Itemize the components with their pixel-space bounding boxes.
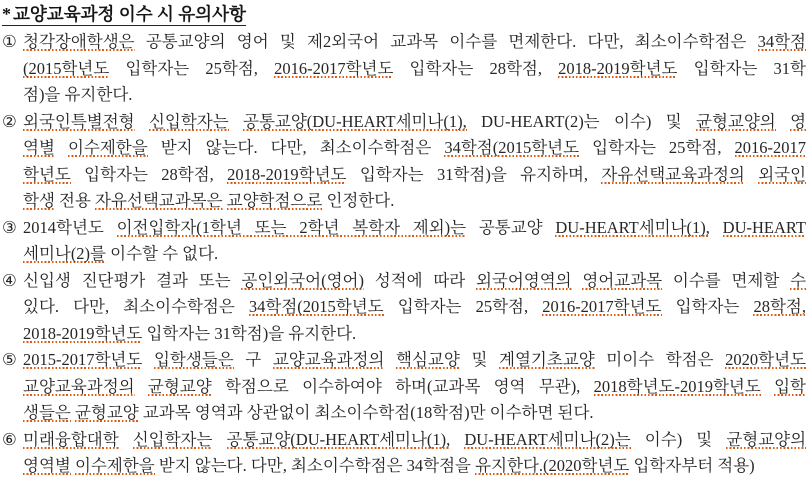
spellcheck-word: 교양교육과정 — [13, 4, 115, 24]
spellcheck-word: 학년도 — [23, 164, 71, 184]
text-segment: 입학자는 25학점, — [109, 58, 275, 78]
spellcheck-word: 교양학점으로 — [226, 191, 323, 210]
spellcheck-word: 외국어영역의 — [475, 270, 572, 290]
spellcheck-word: 2018학년도-2019학년도 — [593, 376, 761, 396]
spellcheck-word: 미래융합대학 — [23, 429, 119, 449]
text-segment — [572, 271, 583, 290]
spellcheck-word: 교양교육과정의 — [272, 350, 385, 369]
text-segment: 교과목 영역과 상관없이 최소이수학점(18학점)만 이수하면 된다. — [138, 403, 594, 422]
spellcheck-word: 이수제한을 — [67, 138, 148, 157]
text-segment — [142, 350, 154, 369]
text-segment: 입학자는 25학점, — [579, 138, 735, 157]
spellcheck-word: 공통교양(DU-HEART세미나(1), — [226, 429, 451, 449]
spellcheck-word: 2018-2019학년도 — [23, 323, 143, 343]
text-segment: 구 — [233, 350, 273, 369]
text-segment: 이수를 면제할 — [662, 270, 791, 290]
text-segment: 입학자는 31학 — [677, 58, 806, 78]
text-line — [2, 321, 806, 348]
text-segment: 입학자는 — [661, 297, 754, 316]
text-line — [2, 215, 806, 242]
spellcheck-word: 청각장애학생은 — [23, 32, 135, 51]
text-line — [2, 56, 806, 83]
text-segment — [119, 430, 133, 449]
spellcheck-word: DU-HEART세미나(2)는 — [464, 429, 631, 449]
item-number-2: ② — [2, 111, 17, 131]
spellcheck-word: DU-HEART — [722, 217, 806, 237]
spellcheck-word: 외국인 — [758, 164, 807, 184]
spellcheck-word: 계열기초교양 — [499, 350, 595, 369]
page-title — [2, 2, 806, 29]
spellcheck-word: 신입학자는 — [148, 111, 229, 131]
spellcheck-word: 세미나(2)를 — [23, 244, 106, 263]
spellcheck-word: 2018-2019학년도 — [227, 164, 347, 184]
spellcheck-word: 34학점(2015학년도 — [444, 138, 580, 157]
spellcheck-word: 학생 — [23, 191, 55, 210]
text-line — [2, 400, 806, 427]
text-line — [2, 453, 806, 480]
text-segment: 공통교양의 영어 및 제2외국어 교과목 이수를 면제한다. 다만, 최소이수학점은 — [134, 32, 758, 51]
text-segment: 입학자는 31학점)을 유지하며, — [346, 164, 602, 184]
text-segment — [55, 138, 68, 157]
text-segment — [135, 377, 148, 396]
spellcheck-word: 이전입학자(1학년 또는 2학년 복학자 제외)는 — [116, 217, 467, 237]
spellcheck-word: (2015학년도 — [23, 58, 110, 78]
text-segment: 입학자는 28학점, — [70, 164, 228, 184]
text-segment — [384, 350, 396, 369]
text-segment: 이수 시 유의사항 — [114, 4, 246, 24]
spellcheck-word: 핵심교양 — [396, 350, 460, 369]
text-segment: 점)을 유지한다. — [23, 85, 133, 104]
item-number-3: ③ — [2, 217, 17, 237]
text-segment: 이수) 및 — [630, 429, 727, 449]
text-line — [2, 109, 806, 136]
spellcheck-word: 2016-2017학년도 — [274, 58, 394, 78]
text-line — [2, 135, 806, 162]
text-line — [2, 294, 806, 321]
spellcheck-word: 2015-2017학년도 — [23, 350, 143, 369]
text-segment: 성적에 따라 — [363, 270, 476, 290]
text-segment: DU-HEART(2)는 이수) 및 — [466, 111, 696, 131]
spellcheck-word: 2018-2019학년도 — [558, 58, 678, 78]
spellcheck-word: 유지한다.(2020학년도 — [475, 456, 630, 475]
text-line — [2, 241, 806, 268]
text-segment — [761, 377, 774, 396]
text-segment: 받지 않는다. 다만, 최소이수학점은 34학점을 — [154, 456, 476, 475]
spellcheck-word: 입학 — [774, 376, 806, 396]
spellcheck-word: 균형교양의 — [696, 111, 776, 131]
text-segment: 입학자부터 적용) — [629, 456, 755, 475]
spellcheck-word: 균형교양의 — [726, 429, 807, 449]
text-line — [2, 347, 806, 374]
spellcheck-word: 자유선택교육과정의 — [601, 164, 745, 184]
item-number-5: ⑤ — [2, 350, 17, 369]
text-segment: 입학자는 31학점)을 유지한다. — [142, 323, 357, 343]
text-line — [2, 268, 806, 295]
text-segment: 입학자는 25학점, — [383, 297, 543, 316]
text-segment — [776, 112, 790, 131]
text-segment: 이수할 수 없다. — [106, 244, 219, 263]
spellcheck-word: 교양교육과정의 — [23, 376, 135, 396]
spellcheck-word: 자유선택교과목은 — [95, 191, 223, 210]
spellcheck-word: 영어교과목 — [582, 270, 663, 290]
spellcheck-word: 2016-2017학년도 — [542, 297, 662, 316]
text-segment — [745, 165, 758, 184]
text-line — [2, 188, 806, 215]
spellcheck-word: 역별 — [23, 138, 55, 157]
text-line — [2, 162, 806, 189]
text-segment: 2014학년도 — [23, 217, 117, 237]
spellcheck-word: 영 — [790, 111, 807, 131]
spellcheck-word: DU-HEART세미나(1), — [555, 217, 710, 237]
text-line — [2, 374, 806, 401]
spellcheck-word: 균형교양 — [74, 403, 139, 422]
text-segment: 미이수 학점은 — [594, 350, 726, 369]
item-number-4: ④ — [2, 270, 17, 290]
spellcheck-word: 공통교양(DU-HEART세미나(1), — [243, 111, 467, 131]
spellcheck-word: 2016-2017 — [734, 138, 806, 157]
text-segment: 있다. 다만, 최소이수학점은 — [23, 297, 249, 316]
text-segment — [229, 112, 243, 131]
text-segment: 학점으로 이수하여야 하며(교과목 영역 무관), — [211, 376, 594, 396]
spellcheck-word: 입학생들은 — [153, 350, 234, 369]
text-line — [2, 29, 806, 56]
text-line — [2, 82, 806, 109]
item-number-1: ① — [2, 32, 17, 51]
text-segment: 및 — [459, 350, 500, 369]
text-segment: 받지 않는다. 다만, 최소이수학점은 — [147, 138, 445, 157]
spellcheck-word: 신입학자는 — [132, 429, 213, 449]
spellcheck-word: 균형교양 — [147, 376, 212, 396]
text-segment — [212, 430, 226, 449]
spellcheck-word: 수 — [790, 270, 807, 290]
text-segment: 인정한다. — [322, 191, 395, 210]
text-segment — [710, 218, 723, 237]
notice-list — [2, 29, 806, 480]
spellcheck-word: 34학점 — [757, 32, 806, 51]
text-segment — [450, 430, 464, 449]
spellcheck-word: 34학점(2015학년도 — [248, 297, 384, 316]
text-segment: 공통교양 — [466, 217, 556, 237]
text-segment: 입학자는 28학점, — [393, 58, 559, 78]
text-segment: 전용 — [54, 191, 96, 210]
spellcheck-word: 영역별 — [23, 456, 71, 475]
spellcheck-word: 생들은 — [23, 403, 71, 422]
spellcheck-word: 외국인특별전형 — [23, 111, 135, 131]
asterisk-marker: * — [2, 4, 13, 24]
spellcheck-word: 28학점, — [753, 297, 806, 316]
spellcheck-word: 공인외국어(영어) — [241, 270, 364, 290]
page-title-text — [2, 4, 246, 26]
text-segment — [135, 112, 149, 131]
spellcheck-word: 2020학년도 — [725, 350, 806, 369]
text-line — [2, 427, 806, 454]
text-segment: 신입생 진단평가 결과 또는 — [23, 270, 242, 290]
item-number-6: ⑥ — [2, 429, 17, 449]
spellcheck-word: 이수제한을 — [74, 456, 155, 475]
